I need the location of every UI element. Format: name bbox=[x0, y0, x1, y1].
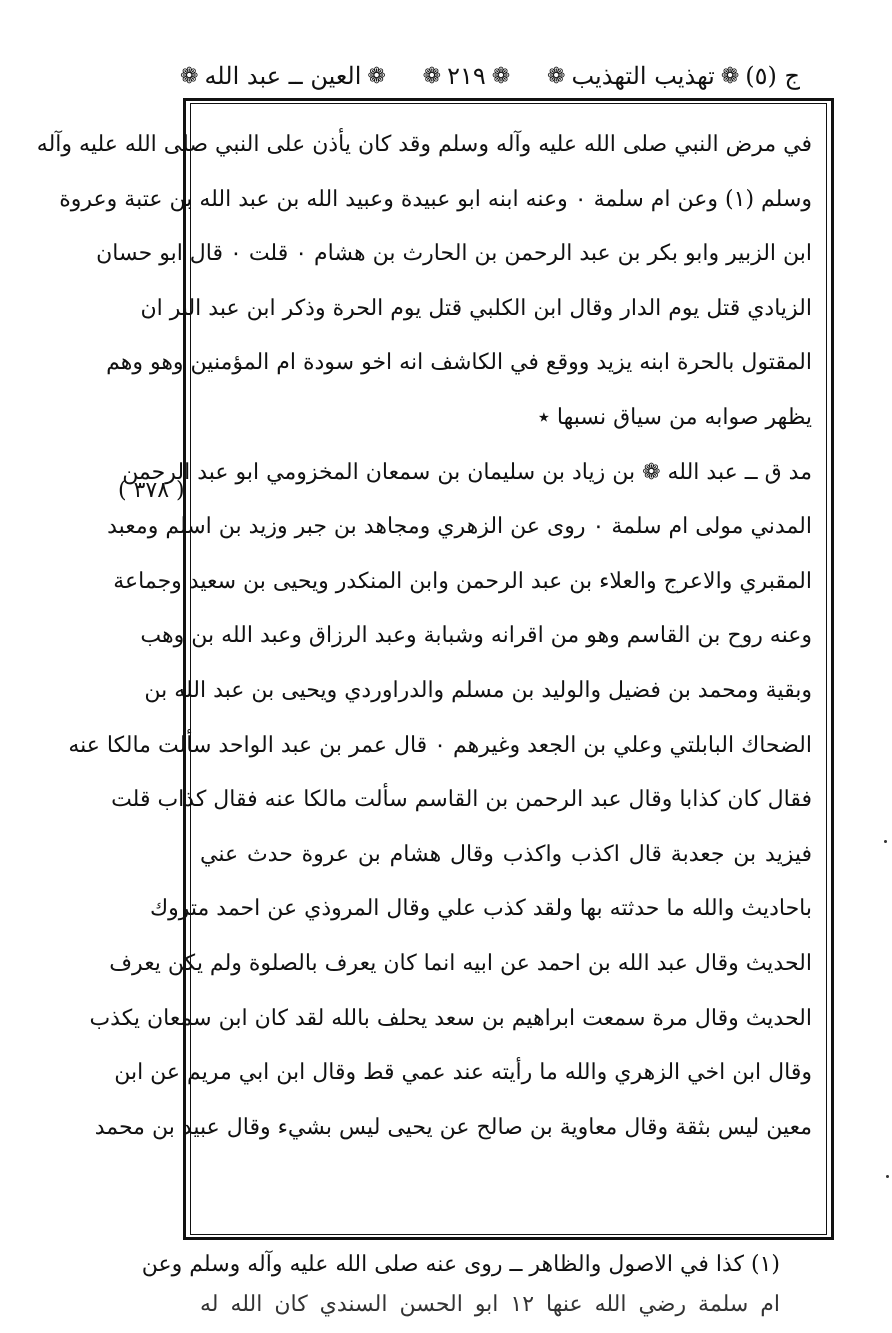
text-line: معين ليس بثقة وقال معاوية بن صالح عن يحيى ليس بشيء وقال عبيد بن محمد bbox=[94, 1114, 812, 1140]
header-page-number: ٢١٩ bbox=[447, 62, 486, 90]
ornament-icon: ❁ bbox=[491, 63, 511, 89]
page-header bbox=[180, 56, 800, 96]
footnote-line: (١) كذا في الاصول والظاهر ــ روى عنه صلى الله عليه وآله وسلم وعن bbox=[141, 1252, 780, 1277]
entry-heading-line: مد ق ــ عبد الله ❁ بن زياد بن سليمان بن سمعان المخزومي ابو عبد الرحمن bbox=[122, 459, 812, 485]
footnote bbox=[141, 1245, 780, 1317]
header-volume-group bbox=[547, 62, 800, 90]
entry-number: ( ٣٧٨ ) bbox=[118, 478, 185, 503]
text-line: وقال ابن اخي الزهري والله ما رأيته عند عمي قط وقال ابن ابي مريم عن ابن bbox=[114, 1060, 812, 1086]
text-line: الضحاك البابلتي وعلي بن الجعد وغيرهم ٠ قال عمر بن عبد الواحد سألت مالكا عنه bbox=[68, 732, 812, 758]
text-line: المقتول بالحرة ابنه يزيد ووقع في الكاشف انه اخو سودة ام المؤمنين وهو وهم bbox=[106, 350, 812, 376]
scan-speck bbox=[886, 1175, 889, 1178]
text-line: فقال كان كذابا وقال عبد الرحمن بن القاسم سألت مالكا عنه فقال كذاب قلت bbox=[111, 787, 812, 813]
ornament-icon: ❁ bbox=[422, 63, 442, 89]
text-line: المدني مولى ام سلمة ٠ روى عن الزهري ومجاهد بن جبر وزيد بن اسلم ومعبد bbox=[107, 514, 812, 540]
text-line: المقبري والاعرج والعلاء بن عبد الرحمن وابن المنكدر ويحيى بن سعيد وجماعة bbox=[113, 568, 812, 594]
footnote-line: ام سلمة رضي الله عنها ١٢ ابو الحسن السندي كان الله له bbox=[200, 1292, 780, 1317]
text-line: الحديث وقال عبد الله بن احمد عن ابيه انما كان يعرف بالصلوة ولم يكن يعرف bbox=[109, 950, 812, 976]
header-volume: ج (٥) bbox=[745, 62, 800, 90]
text-line: ابن الزبير وابو بكر بن عبد الرحمن بن الحارث بن هشام ٠ قلت ٠ قال ابو حسان bbox=[96, 241, 812, 267]
text-line: وعنه روح بن القاسم وهو من اقرانه وشبابة وعبد الرزاق وعبد الله بن وهب bbox=[140, 623, 812, 649]
scan-speck bbox=[884, 840, 887, 843]
header-section-group bbox=[180, 62, 386, 90]
text-line: باحاديث والله ما حدثته بها ولقد كذب علي وقال المروذي عن احمد متروك bbox=[149, 896, 812, 922]
text-line: وسلم (١) وعن ام سلمة ٠ وعنه ابنه ابو عبيدة وعبيد الله بن عبد الله بن عتبة وعروة bbox=[59, 186, 812, 212]
ornament-icon: ❁ bbox=[720, 63, 740, 89]
text-line: وبقية ومحمد بن فضيل والوليد بن مسلم والدراوردي ويحيى بن عبد الله بن bbox=[144, 677, 812, 703]
text-line: الزيادي قتل يوم الدار وقال ابن الكلبي قتل يوم الحرة وذكر ابن عبد البر ان bbox=[140, 295, 812, 321]
header-book-title: تهذيب التهذيب bbox=[571, 62, 715, 90]
ornament-icon: ❁ bbox=[547, 63, 566, 89]
header-section: العين ــ عبد الله bbox=[204, 62, 362, 90]
text-line: الحديث وقال مرة سمعت ابراهيم بن سعد يحلف بالله لقد كان ابن سمعان يكذب bbox=[89, 1005, 812, 1031]
ornament-icon: ❁ bbox=[180, 63, 199, 89]
ornament-icon: ❁ bbox=[367, 63, 386, 89]
text-line: في مرض النبي صلى الله عليه وآله وسلم وقد كان يأذن على النبي صلى الله عليه وآله bbox=[36, 132, 812, 157]
header-page-group bbox=[423, 62, 511, 90]
text-line: يظهر صوابه من سياق نسبها ٭ bbox=[537, 404, 812, 430]
text-line: فيزيد بن جعدبة قال اكذب واكذب وقال هشام بن عروة حدث عني bbox=[200, 841, 812, 867]
